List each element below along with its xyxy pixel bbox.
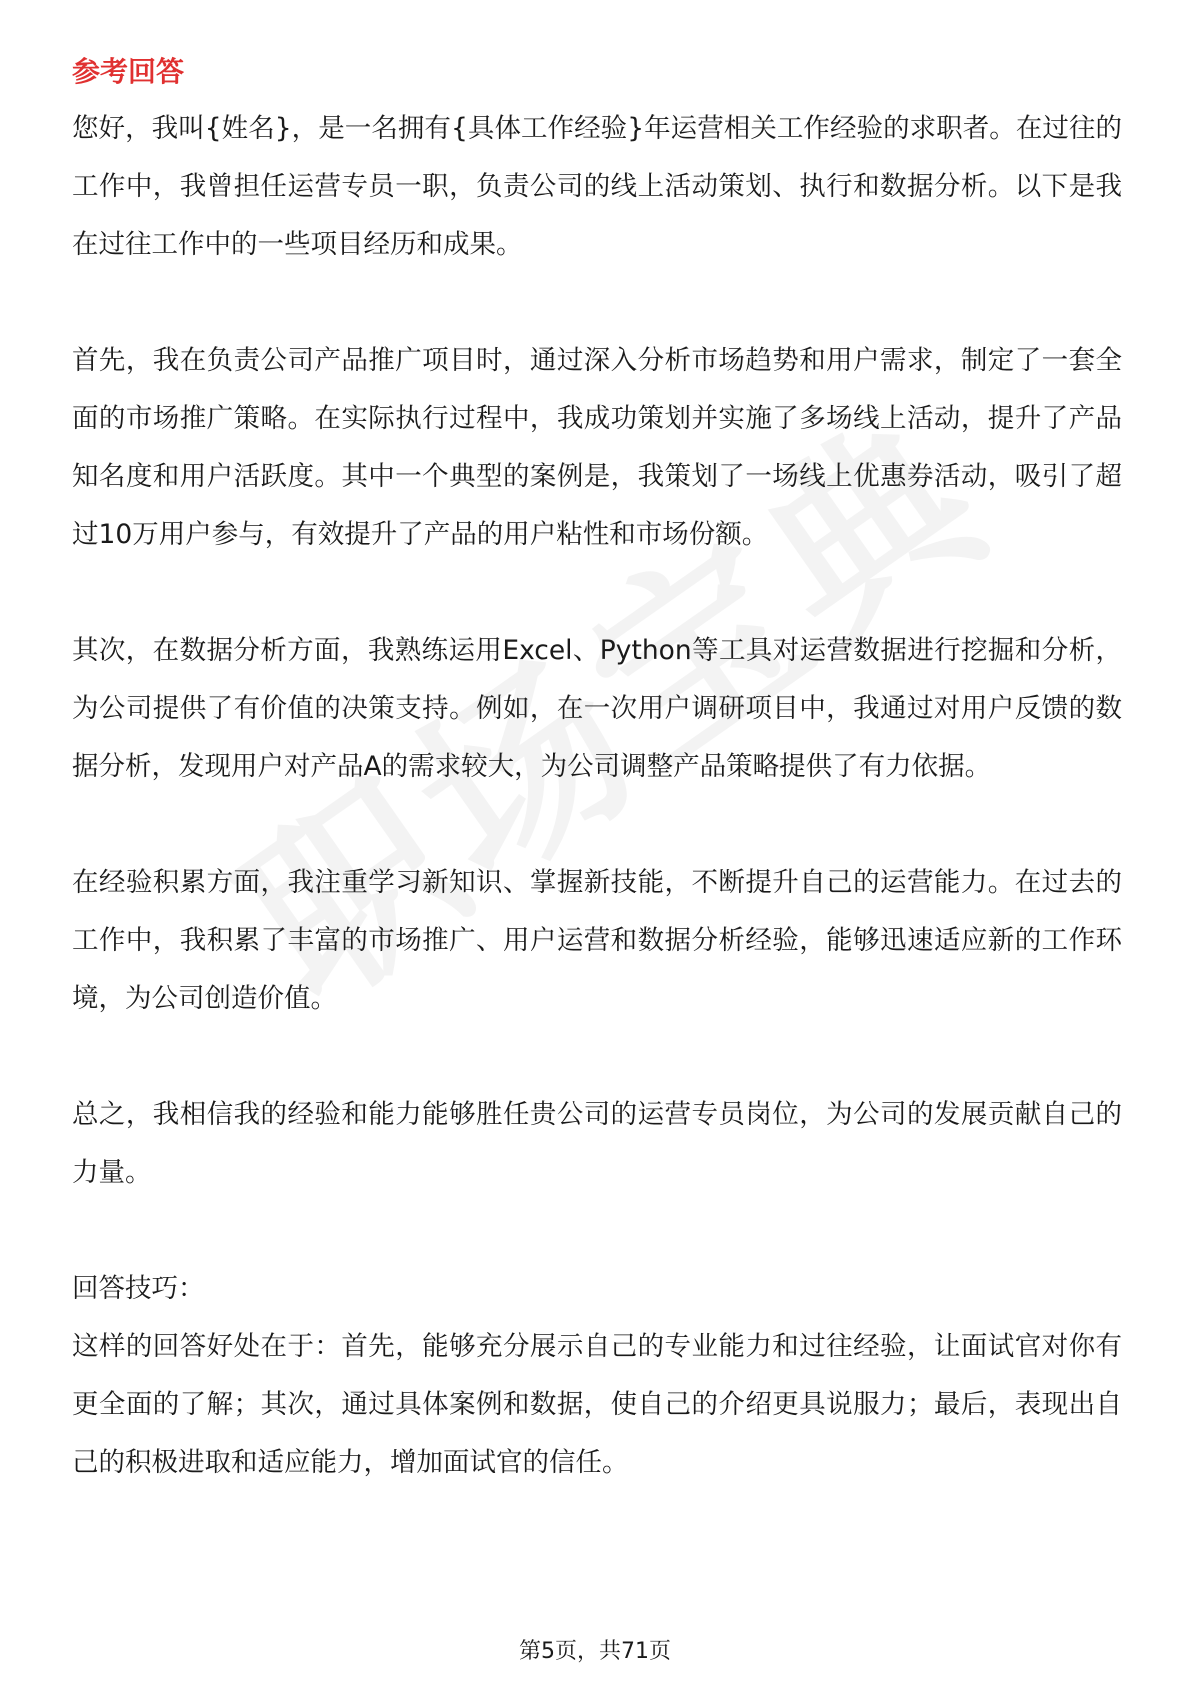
page-number: 第5页，共71页	[519, 1639, 671, 1664]
paragraph-gap	[72, 274, 1122, 332]
paragraph-conclusion: 总之，我相信我的经验和能力能够胜任贵公司的运营专员岗位，为公司的发展贡献自己的力量。	[72, 1099, 1122, 1188]
paragraph-experience: 在经验积累方面，我注重学习新知识、掌握新技能，不断提升自己的运营能力。在过去的工作中，我积累了丰富的市场推广、用户运营和数据分析经验，能够迅速适应新的工作环境，为公司创造价值。	[72, 867, 1122, 1014]
tips-title: 回答技巧：	[72, 1273, 205, 1304]
paragraph-gap	[72, 796, 1122, 854]
paragraph-data-analysis: 其次，在数据分析方面，我熟练运用Excel、Python等工具对运营数据进行挖掘和分析，为公司提供了有价值的决策支持。例如，在一次用户调研项目中，我通过对用户反馈的数据分析，发现用户对产品A的需求较大，为公司调整产品策略提供了有力依据。	[72, 635, 1122, 782]
paragraph-gap	[72, 564, 1122, 622]
section-heading: 参考回答	[72, 55, 185, 88]
paragraph-gap	[72, 1028, 1122, 1086]
paragraph-intro: 您好，我叫{姓名}，是一名拥有{具体工作经验}年运营相关工作经验的求职者。在过往的工作中，我曾担任运营专员一职，负责公司的线上活动策划、执行和数据分析。以下是我在过往工作中的一些项目经历和成果。	[72, 113, 1122, 260]
document-content	[72, 44, 1122, 1492]
paragraph-promotion: 首先，我在负责公司产品推广项目时，通过深入分析市场趋势和用户需求，制定了一套全面的市场推广策略。在实际执行过程中，我成功策划并实施了多场线上活动，提升了产品知名度和用户活跃度。其中一个典型的案例是，我策划了一场线上优惠券活动，吸引了超过10万用户参与，有效提升了产品的用户粘性和市场份额。	[72, 345, 1122, 550]
tips-body: 这样的回答好处在于：首先，能够充分展示自己的专业能力和过往经验，让面试官对你有更全面的了解；其次，通过具体案例和数据，使自己的介绍更具说服力；最后，表现出自己的积极进取和适应能力，增加面试官的信任。	[72, 1331, 1122, 1478]
paragraph-gap	[72, 1202, 1122, 1260]
